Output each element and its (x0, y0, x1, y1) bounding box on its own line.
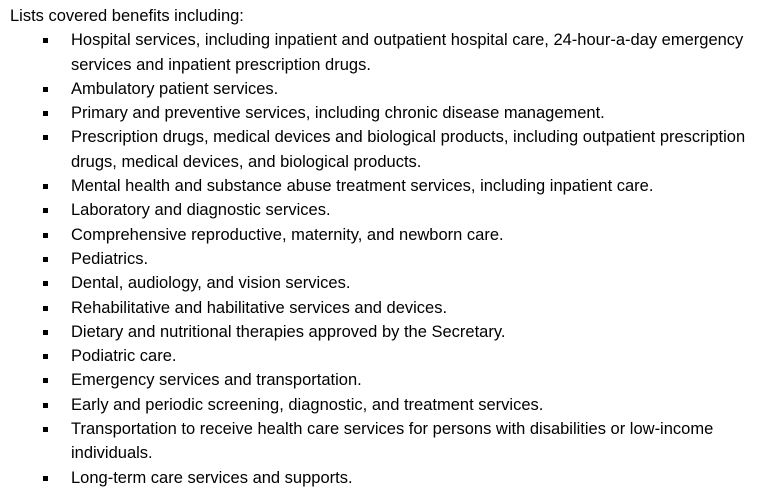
square-bullet-icon (43, 281, 48, 286)
list-item (10, 77, 770, 101)
square-bullet-icon (43, 427, 48, 432)
square-bullet-icon (43, 38, 48, 43)
list-item (10, 296, 770, 320)
square-bullet-icon (43, 378, 48, 383)
list-item (10, 393, 770, 417)
list-item-text: Dietary and nutritional therapies approved by the Secretary. (71, 322, 506, 341)
list-item-text: Long-term care services and supports. (71, 468, 353, 487)
list-item-text: Transportation to receive health care services for persons with disabilities or low-income individuals. (71, 420, 714, 463)
intro-text: Lists covered benefits including: (10, 7, 244, 25)
list-item (10, 271, 770, 295)
square-bullet-icon (43, 184, 48, 189)
list-item (10, 368, 770, 392)
square-bullet-icon (43, 233, 48, 238)
square-bullet-icon (43, 476, 48, 481)
list-item-text: Early and periodic screening, diagnostic, and treatment services. (71, 395, 544, 414)
list-item-text: Mental health and substance abuse treatment services, including inpatient care. (71, 177, 654, 196)
square-bullet-icon (43, 403, 48, 408)
list-item (10, 125, 770, 174)
list-item (10, 223, 770, 247)
square-bullet-icon (43, 257, 48, 262)
list-item (10, 198, 770, 222)
square-bullet-icon (43, 208, 48, 213)
list-item (10, 247, 770, 271)
square-bullet-icon (43, 306, 48, 311)
list-item (10, 101, 770, 125)
list-item-text: Laboratory and diagnostic services. (71, 201, 331, 220)
list-item-text: Prescription drugs, medical devices and biological products, including outpatient prescription drugs, medical devices, and biological products. (71, 128, 746, 171)
benefits-list (10, 28, 770, 490)
list-item (10, 28, 770, 77)
list-item-text: Rehabilitative and habilitative services and devices. (71, 298, 448, 317)
list-item (10, 417, 770, 466)
list-item-text: Dental, audiology, and vision services. (71, 274, 351, 293)
list-item-text: Emergency services and transportation. (71, 371, 362, 390)
list-item-text: Podiatric care. (71, 347, 177, 366)
square-bullet-icon (43, 354, 48, 359)
square-bullet-icon (43, 111, 48, 116)
square-bullet-icon (43, 135, 48, 140)
square-bullet-icon (43, 330, 48, 335)
list-item-text: Comprehensive reproductive, maternity, and newborn care. (71, 225, 504, 244)
list-item-text: Ambulatory patient services. (71, 79, 279, 98)
list-item (10, 466, 770, 490)
list-item (10, 344, 770, 368)
list-item-text: Pediatrics. (71, 249, 149, 268)
list-item-text: Hospital services, including inpatient and outpatient hospital care, 24-hour-a-day emergency services and inpatient prescription drugs. (71, 31, 744, 74)
list-item-text: Primary and preventive services, including chronic disease management. (71, 104, 605, 123)
list-item (10, 320, 770, 344)
document-body (10, 4, 770, 490)
square-bullet-icon (43, 87, 48, 92)
list-item (10, 174, 770, 198)
